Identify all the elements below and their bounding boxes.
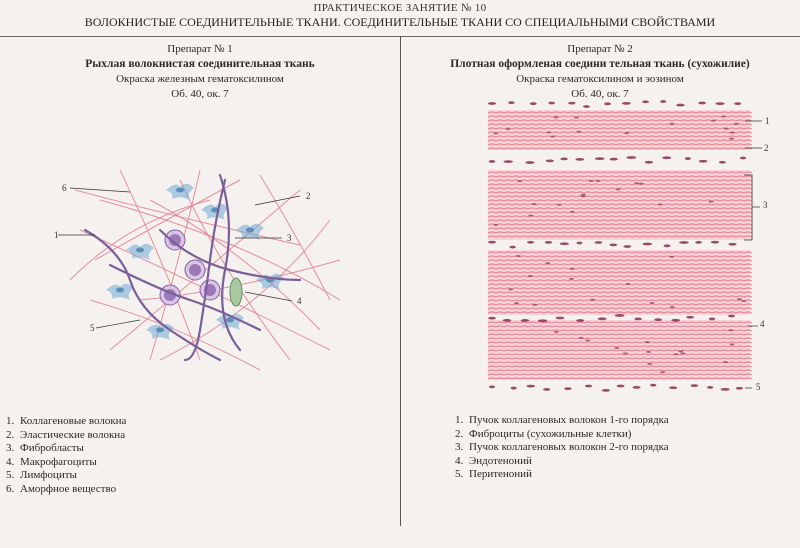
pointer-label-2: 2 <box>306 191 311 201</box>
fibrocyte-nucleus <box>721 116 726 118</box>
fibrocyte-nucleus <box>691 384 699 387</box>
fibrocyte-nucleus <box>538 319 548 322</box>
fibrocyte-nucleus <box>669 256 674 258</box>
fibrocyte-nucleus <box>649 302 654 304</box>
fibrocyte-nucleus <box>616 188 621 190</box>
fibrocyte-nucleus <box>506 128 511 130</box>
legend-item: 3. Пучок коллагеновых волокон 2-го порядка <box>455 441 669 453</box>
legend-item: 3. Фибробласты <box>6 442 84 454</box>
left-magnification: Об. 40, ок. 7 <box>171 88 229 100</box>
left-tissue-title: Рыхлая волокнистая соединительная ткань <box>85 58 315 70</box>
fibrocyte-nucleus <box>560 158 567 161</box>
fibrocyte-nucleus <box>736 387 743 390</box>
fibrocyte-nucleus <box>595 157 605 160</box>
fibrocyte-nucleus <box>585 339 590 341</box>
legend-item: 2. Фиброциты (сухожильные клетки) <box>455 427 632 440</box>
fibrocyte-nucleus <box>489 385 495 388</box>
fibrocyte-nucleus <box>660 371 665 373</box>
pointer-label-3: 3 <box>287 233 292 243</box>
legend-item: 5. Перитеноний <box>455 468 532 480</box>
left-preparation-number: Препарат № 1 <box>167 43 233 55</box>
fibrocyte-nucleus <box>645 341 650 343</box>
fibrocyte-nucleus <box>570 268 575 270</box>
fibrocyte-nucleus <box>610 158 618 161</box>
fibrocyte-nucleus <box>737 298 742 300</box>
pointer-label-5: 5 <box>90 323 95 333</box>
fibrocyte-nucleus <box>654 318 662 321</box>
fibrocyte-nucleus <box>622 102 631 105</box>
fibrocyte-nucleus <box>488 241 496 244</box>
fibrocyte-nucleus <box>642 100 649 103</box>
right-stain: Окраска гематоксилином и эозином <box>516 73 684 85</box>
fibrocyte-nucleus <box>669 123 674 125</box>
fibrocyte-nucleus <box>715 102 724 105</box>
fibrocyte-nucleus <box>595 241 603 244</box>
fibrocyte-nucleus <box>729 343 734 345</box>
right-magnification: Об. 40, ок. 7 <box>571 88 629 100</box>
fibrocyte-nucleus <box>634 318 642 321</box>
fibrocyte-nucleus <box>532 304 537 306</box>
fibrocyte-nucleus <box>660 100 666 103</box>
fibrocyte-nucleus <box>623 352 628 354</box>
fibrocyte-nucleus <box>639 183 644 185</box>
left-legend <box>6 415 126 496</box>
fibrocyte-nucleus <box>728 315 735 318</box>
fibrocyte-nucleus <box>623 245 631 248</box>
fibrocyte-nucleus <box>545 262 550 264</box>
fibrocyte-nucleus <box>564 387 572 390</box>
fibrocyte-nucleus <box>556 317 565 320</box>
fibrocyte-nucleus <box>543 388 550 391</box>
pointer-label-6: 6 <box>62 183 67 193</box>
fibrocyte-nucleus <box>550 136 555 138</box>
fibrocyte-nucleus <box>723 361 728 363</box>
pointer-label-5: 5 <box>756 382 761 392</box>
fibrocyte-nucleus <box>528 215 533 217</box>
fibrocyte-nucleus <box>609 243 617 246</box>
fibrocyte-nucleus <box>521 319 530 322</box>
fibrocyte-nucleus <box>509 246 516 249</box>
fibrocyte-nucleus <box>720 388 729 391</box>
fibrocyte-nucleus <box>557 204 562 206</box>
fibrocyte-nucleus <box>530 102 537 105</box>
fibrocyte-nucleus <box>647 363 652 365</box>
fibrocyte-nucleus <box>580 195 585 197</box>
pointer-label-1: 1 <box>54 230 59 240</box>
fibrocyte-nucleus <box>626 283 631 285</box>
fibrocyte-nucleus <box>516 255 521 257</box>
fibrocyte-nucleus <box>708 201 713 203</box>
fibrocyte-nucleus <box>624 132 629 134</box>
fibrocyte-nucleus <box>575 158 584 161</box>
fibrocyte-nucleus <box>574 117 579 119</box>
fibrocyte-nucleus <box>724 128 729 130</box>
right-tissue-title: Плотная оформленая соедини тельная ткань (сухожилие) <box>450 58 750 70</box>
fibrocyte-nucleus <box>698 102 706 105</box>
legend-item: 4. Эндотеноний <box>455 454 532 467</box>
fibrocyte-nucleus <box>585 385 592 388</box>
fibrocyte-nucleus <box>642 243 652 246</box>
fibrocyte-nucleus <box>488 102 496 105</box>
pointer-label-4: 4 <box>297 296 302 306</box>
fibrocyte-nucleus <box>686 316 694 319</box>
fibrocyte-nucleus <box>728 243 736 246</box>
right-preparation-number: Препарат № 2 <box>567 43 633 55</box>
fibrocyte-nucleus <box>570 211 575 213</box>
topic-title: ВОЛОКНИСТЫЕ СОЕДИНИТЕЛЬНЫЕ ТКАНИ. СОЕДИНИТЕЛЬНЫЕ ТКАНИ СО СПЕЦИАЛЬНЫМИ СВОЙСТВАМИ <box>84 15 716 29</box>
collagen-bundles <box>488 110 752 380</box>
legend-item: 6. Аморфное вещество <box>6 482 117 495</box>
fibrocyte-nucleus <box>676 104 685 107</box>
fibrocyte-nucleus <box>685 157 691 160</box>
fibrocyte-nucleus <box>734 123 739 125</box>
fibrocyte-nucleus <box>508 101 515 104</box>
legend-item: 5. Лимфоциты <box>6 469 77 481</box>
legend-item: 4. Макрофагоциты <box>6 455 97 468</box>
fibrocyte-nucleus <box>679 241 689 244</box>
fibrocyte-nucleus <box>614 347 619 349</box>
fibrocyte-nucleus <box>528 275 533 277</box>
fibrocyte-nucleus <box>488 317 496 320</box>
fibrocyte-nucleus <box>517 180 522 182</box>
legend-item: 2. Эластические волокна <box>6 428 126 441</box>
fibrocyte-nucleus <box>590 299 595 301</box>
fibrocyte-nucleus <box>546 131 551 133</box>
fibrocyte-nucleus <box>626 156 636 159</box>
fibrocyte-nucleus <box>554 331 559 333</box>
fibrocyte-nucleus <box>711 120 716 122</box>
fibrocyte-nucleus <box>527 241 534 244</box>
fibrocyte-nucleus <box>546 159 554 162</box>
fibrocyte-nucleus <box>669 386 677 389</box>
left-stain: Окраска железным гематоксилином <box>116 73 284 85</box>
fibrocyte-nucleus <box>680 352 685 354</box>
fibrocyte-nucleus <box>695 241 702 244</box>
fibrocyte-nucleus <box>615 314 625 317</box>
fibrocyte-nucleus <box>532 203 537 205</box>
fibrocyte-nucleus <box>711 241 719 244</box>
fibrocyte-nucleus <box>576 319 584 322</box>
fibrocyte-nucleus <box>741 300 746 302</box>
fibrocyte-nucleus <box>670 306 675 308</box>
fibrocyte-nucleus <box>568 102 575 105</box>
fibrocyte-nucleus <box>525 161 534 164</box>
fibrocyte-nucleus <box>707 386 713 389</box>
fibrocyte-nucleus <box>553 116 558 118</box>
fibrocyte-nucleus <box>493 132 498 134</box>
fibrocyte-nucleus <box>646 351 651 353</box>
fibrocyte-nucleus <box>673 353 678 355</box>
fibrocyte-nucleus <box>493 224 498 226</box>
fibrocyte-nucleus <box>658 203 663 205</box>
pointer-label-1: 1 <box>765 116 770 126</box>
fibrocyte-nucleus <box>740 157 746 160</box>
right-legend <box>455 414 669 482</box>
fibrocyte-nucleus <box>678 350 683 352</box>
fibrocyte-nucleus <box>503 319 512 322</box>
fibrocyte-nucleus <box>583 105 590 108</box>
fibrocyte-nucleus <box>508 288 513 290</box>
fibrocyte-nucleus <box>617 385 625 388</box>
fibrocyte-nucleus <box>579 337 584 339</box>
fibrocyte-nucleus <box>604 102 611 105</box>
pointer-label-3: 3 <box>763 200 768 210</box>
fibrocyte-nucleus <box>589 180 594 182</box>
fibrocyte-nucleus <box>734 102 741 105</box>
legend-item: 1. Коллагеновые волокна <box>6 415 127 427</box>
fibrocyte-nucleus <box>602 389 610 392</box>
fibrocyte-nucleus <box>699 160 708 163</box>
fibrocyte-nucleus <box>511 387 517 390</box>
fibrocyte-nucleus <box>503 160 512 163</box>
fibrocyte-nucleus <box>650 384 656 387</box>
fibrocyte-nucleus <box>730 132 735 134</box>
legend-item: 1. Пучок коллагеновых волокон 1-го порядка <box>455 414 669 426</box>
fibrocyte-nucleus <box>671 319 680 322</box>
pointer-label-2: 2 <box>764 143 769 153</box>
fibrocyte-nucleus <box>719 161 726 164</box>
fibrocyte-nucleus <box>489 160 496 163</box>
fibrocyte-nucleus <box>645 161 653 164</box>
pointer-label-4: 4 <box>760 319 765 329</box>
fibrocyte-nucleus <box>728 329 733 331</box>
fibrocyte-nucleus <box>514 302 519 304</box>
fibrocyte-nucleus <box>569 278 574 280</box>
fibrocyte-nucleus <box>576 242 582 245</box>
fibrocyte-nucleus <box>662 156 671 159</box>
fibrocyte-nucleus <box>634 182 639 184</box>
fibrocyte-nucleus <box>633 386 641 389</box>
fibrocyte-nucleus <box>729 137 734 139</box>
fibrocyte-nucleus <box>526 385 535 388</box>
fibrocyte-nucleus <box>560 242 569 245</box>
fibrocyte-nucleus <box>663 244 670 247</box>
fibrocyte-nucleus <box>596 180 601 182</box>
fibrocyte-nucleus <box>576 131 581 133</box>
fibrocyte-nucleus <box>598 317 607 320</box>
fibrocyte-nucleus <box>548 102 555 105</box>
lesson-title: ПРАКТИЧЕСКОЕ ЗАНЯТИЕ № 10 <box>313 2 487 14</box>
fibrocyte-nucleus <box>709 318 716 321</box>
fibrocyte-nucleus <box>545 241 552 244</box>
